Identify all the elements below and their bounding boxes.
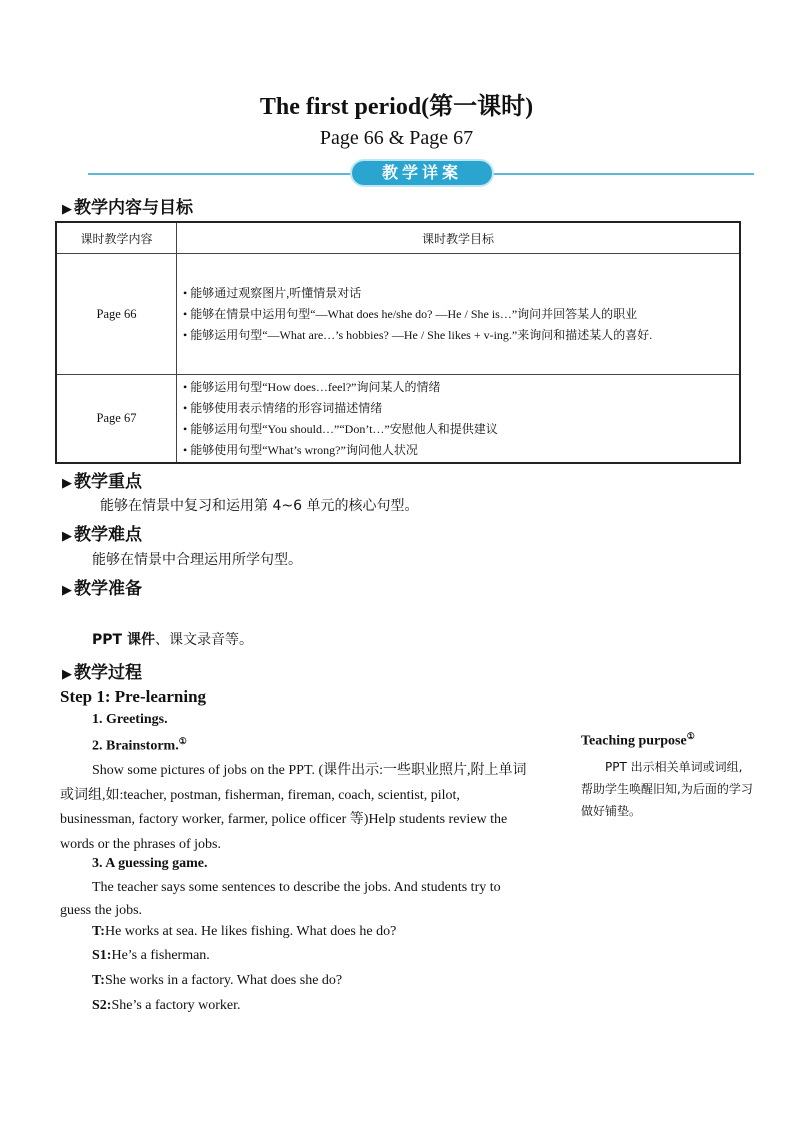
lesson-plan-badge: 教学详案 (352, 161, 492, 185)
table-header-content: 课时教学内容 (56, 222, 177, 254)
divider-left (88, 173, 352, 175)
table-header-goals: 课时教学目标 (177, 222, 741, 254)
section-heading-process: ▶ 教学过程 (62, 663, 142, 683)
goal-item: • 能够运用句型“How does…feel?”询问某人的情绪 (183, 377, 733, 398)
section-heading-difficult-points: ▶ 教学难点 (62, 525, 142, 545)
goal-item: • 能够使用句型“What’s wrong?”询问他人状况 (183, 440, 733, 461)
section-heading-key-points: ▶ 教学重点 (62, 472, 142, 492)
step-item-guessing-game: 3. A guessing game. (92, 856, 208, 871)
key-points-text: 能够在情景中复习和运用第 4~6 单元的核心句型。 (100, 498, 419, 514)
page-subtitle: Page 66 & Page 67 (319, 127, 474, 149)
page-title: The first period(第一课时) (259, 94, 534, 120)
triangle-icon: ▶ (62, 667, 72, 682)
triangle-icon: ▶ (62, 529, 72, 544)
table-cell-goals (177, 375, 741, 464)
dialogue-line: T:She works in a factory. What does she do? (92, 973, 343, 988)
table-cell-goals (177, 254, 741, 375)
triangle-icon: ▶ (62, 583, 72, 598)
goal-item: • 能够在情景中运用句型“—What does he/she do? —He / She is…”询问并回答某人的职业 (183, 304, 733, 325)
goals-table (55, 221, 741, 464)
divider-right (492, 173, 754, 175)
triangle-icon: ▶ (62, 476, 72, 491)
step-item-brainstorm: 2. Brainstorm.① (92, 736, 187, 754)
side-note-text: PPT 出示相关单词或词组,帮助学生唤醒旧知,为后面的学习做好铺垫。 (581, 760, 753, 818)
step-title: Step 1: Pre-learning (60, 687, 207, 706)
difficult-points-text: 能够在情景中合理运用所学句型。 (92, 552, 302, 568)
table-cell-page: Page 67 (56, 375, 177, 464)
dialogue-line: S1:He’s a fisherman. (92, 948, 210, 963)
game-paragraph: The teacher says some sentences to describe the jobs. And students try to guess the jobs. (60, 880, 501, 918)
goal-item: • 能够运用句型“—What are…’s hobbies? —He / She likes + v-ing.”来询问和描述某人的喜好. (183, 325, 733, 346)
section-heading-preparation: ▶ 教学准备 (62, 579, 142, 599)
goal-item: • 能够使用表示情绪的形容词描述情绪 (183, 398, 733, 419)
dialogue-line: T:He works at sea. He likes fishing. What does he do? (92, 924, 397, 939)
preparation-text: PPT 课件、课文录音等。 (92, 632, 253, 648)
goal-item: • 能够运用句型“You should…”“Don’t…”安慰他人和提供建议 (183, 419, 733, 440)
goal-item: • 能够通过观察图片,听懂情景对话 (183, 283, 733, 304)
table-cell-page: Page 66 (56, 254, 177, 375)
section-heading-content: ▶ 教学内容与目标 (62, 198, 193, 218)
dialogue-line: S2:She’s a factory worker. (92, 998, 241, 1013)
table-row (56, 375, 740, 464)
triangle-icon: ▶ (62, 202, 72, 217)
side-note-title: Teaching purpose① (581, 731, 695, 749)
table-row (56, 254, 740, 375)
brainstorm-paragraph: Show some pictures of jobs on the PPT. (课件出示:一些职业照片,附上单词或词组,如:teacher, postman, fisherman, fireman, coach, scientist, pilot, businessman, factory worker, farmer, police officer 等)Help students review the words or the phrases of jobs. (60, 763, 527, 852)
step-item-greetings: 1. Greetings. (92, 712, 168, 727)
